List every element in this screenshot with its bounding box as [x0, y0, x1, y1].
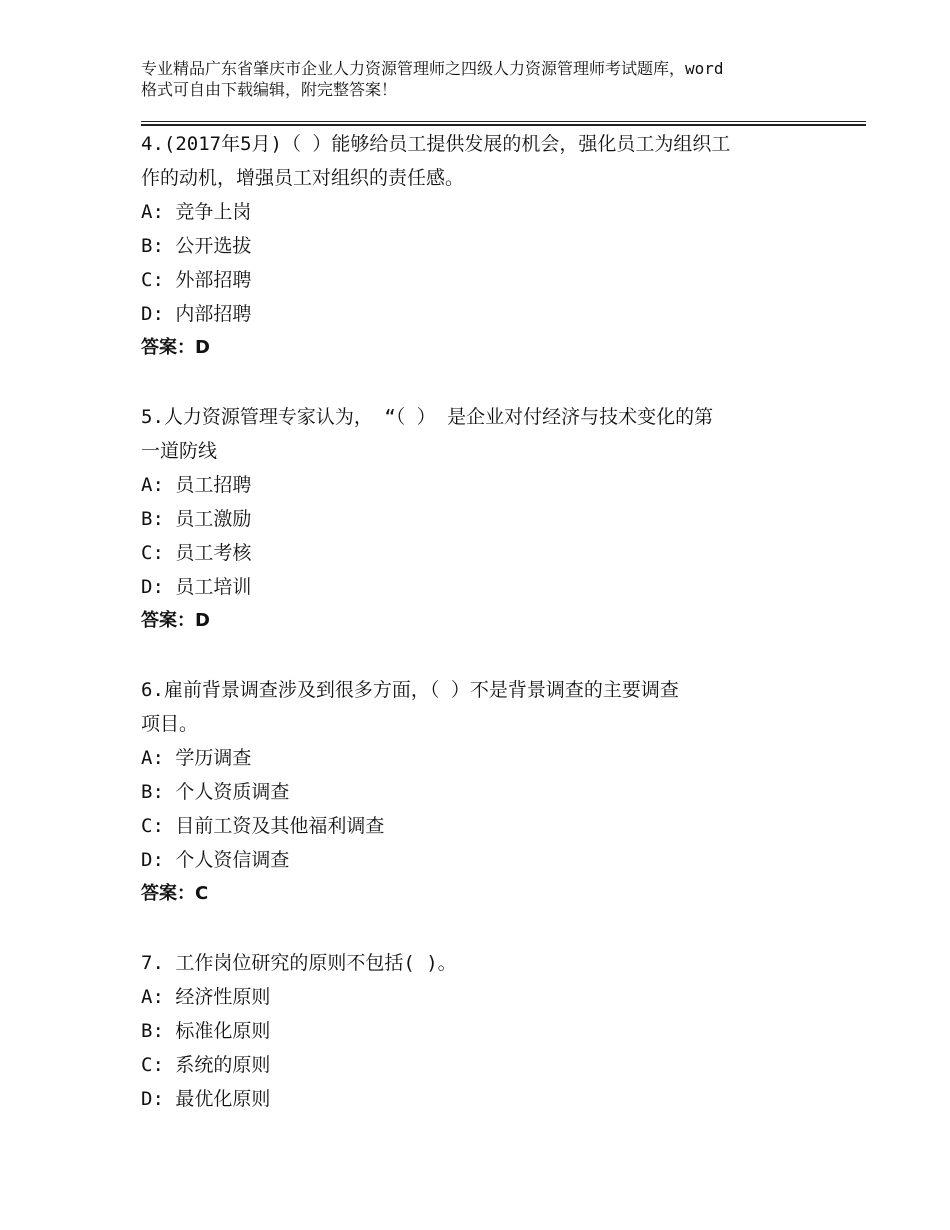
answer-label: 答案：D: [141, 337, 210, 358]
question-block: [141, 400, 821, 638]
question-stem-continued: 项目。: [141, 713, 199, 735]
header-line-2: 格式可自由下载编辑，附完整答案！: [141, 80, 398, 99]
option-a: A: 学历调查: [141, 747, 252, 769]
option-c: C: 员工考核: [141, 542, 252, 564]
option-b: B: 员工激励: [141, 508, 252, 530]
answer-label: 答案：D: [141, 610, 210, 631]
question-stem: 7. 工作岗位研究的原则不包括( )。: [141, 952, 457, 974]
question-stem: 4.(2017年5月)（ ）能够给员工提供发展的机会，强化员工为组织工: [141, 133, 731, 155]
option-a: A: 竞争上岗: [141, 201, 252, 223]
document-header: [141, 58, 821, 100]
header-divider: [141, 121, 866, 126]
option-c: C: 系统的原则: [141, 1054, 271, 1076]
option-c: C: 目前工资及其他福利调查: [141, 815, 385, 837]
question-stem: 6.雇前背景调查涉及到很多方面，（ ）不是背景调查的主要调查: [141, 679, 679, 701]
option-c: C: 外部招聘: [141, 269, 252, 291]
option-d: D: 最优化原则: [141, 1088, 271, 1110]
question-block: [141, 127, 821, 365]
option-d: D: 内部招聘: [141, 303, 252, 325]
option-a: A: 员工招聘: [141, 474, 252, 496]
question-stem: 5.人力资源管理专家认为， “（ ） 是企业对付经济与技术变化的第: [141, 406, 714, 428]
option-d: D: 个人资信调查: [141, 849, 290, 871]
option-b: B: 标准化原则: [141, 1020, 271, 1042]
option-b: B: 个人资质调查: [141, 781, 290, 803]
option-a: A: 经济性原则: [141, 986, 271, 1008]
question-block: [141, 673, 821, 911]
answer-label: 答案：C: [141, 883, 209, 904]
question-block: [141, 946, 821, 1116]
question-stem-continued: 作的动机，增强员工对组织的责任感。: [141, 167, 465, 189]
option-b: B: 公开选拔: [141, 235, 252, 257]
option-d: D: 员工培训: [141, 576, 252, 598]
header-line-1: 专业精品广东省肇庆市企业人力资源管理师之四级人力资源管理师考试题库，word: [141, 59, 724, 78]
question-stem-continued: 一道防线: [141, 440, 218, 462]
